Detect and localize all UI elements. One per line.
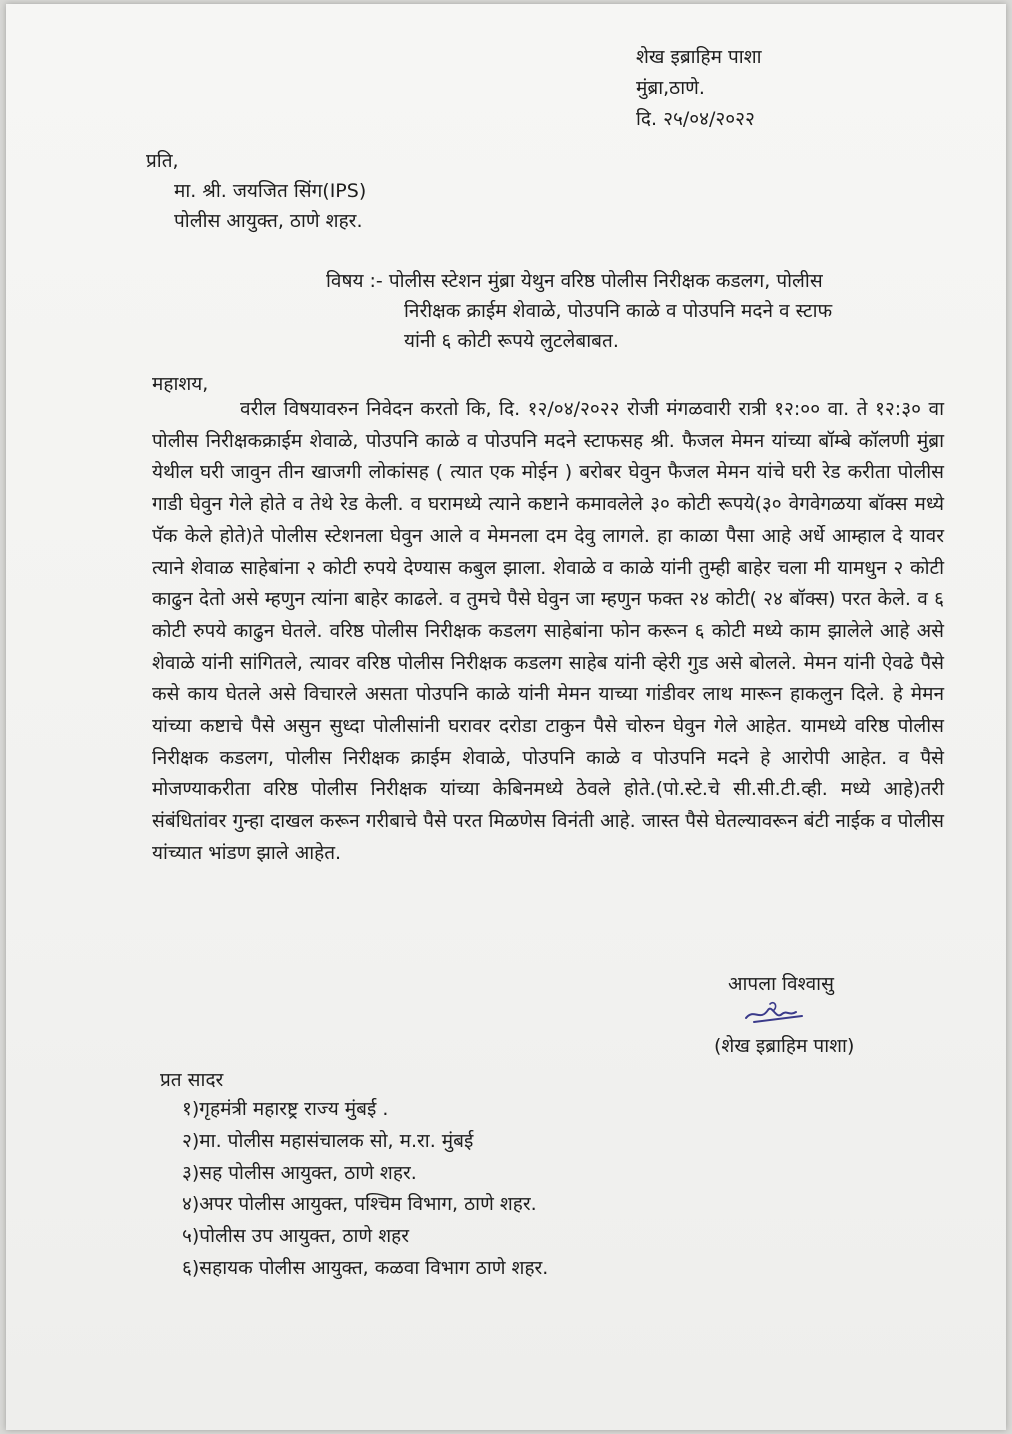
cc-list xyxy=(182,1094,548,1285)
list-item: ५)पोलीस उप आयुक्त, ठाणे शहर xyxy=(182,1225,409,1248)
subject-line-1: विषय :- पोलीस स्टेशन मुंब्रा येथुन वरिष्ठ पोलीस निरीक्षक कडलग, पोलीस xyxy=(326,270,823,292)
sender-place: मुंब्रा,ठाणे. xyxy=(636,77,705,99)
list-item: २)मा. पोलीस महासंचालक सो, म.रा. मुंबई xyxy=(182,1129,474,1152)
list-item: १)गृहमंत्री महारष्ट्र राज्य मुंबई . xyxy=(182,1098,389,1120)
subject-line-3: यांनी ६ कोटी रूपये लुटलेबाबत. xyxy=(404,330,619,352)
signatory-name: (शेख इब्राहिम पाशा) xyxy=(714,1035,855,1057)
recipient-prefix: प्रति, xyxy=(146,150,179,172)
closing-regards: आपला विश्वासु xyxy=(728,973,834,995)
recipient-designation: पोलीस आयुक्त, ठाणे शहर. xyxy=(174,210,363,232)
letter-date: दि. २५/०४/२०२२ xyxy=(636,108,755,130)
recipient-name: मा. श्री. जयजित सिंग(IPS) xyxy=(174,180,367,202)
letter-body: वरील विषयावरुन निवेदन करतो कि, दि. १२/०४/२०२२ रोजी मंगळवारी रात्री १२:०० वा. ते १२:३० वा पोलीस निरीक्षकक्राईम शेवाळे, पोउपनि काळे व पोउपनि मदने स्टाफसह श्री. फैजल मेमन यांच्या बॉम्बे कॉलणी मुंब्रा येथील घरी जावुन तीन खाजगी लोकांसह ( त्यात एक मोईन ) बरोबर घेवुन फैजल मेमन यांचे घरी रेड करीता पोलीस गाडी घेवुन गेले होते व तेथे रेड केली. व घरामध्ये त्याने कष्टाने कमावलेले ३० कोटी रूपये(३० वेगवेगळया बॉक्स मध्ये पॅक केले होते)ते पोलीस स्टेशनला घेवुन आले व मेमनला दम देवु लागले. हा काळा पैसा आहे अर्धे आम्हाल दे यावर त्याने शेवाळ साहेबांना २ कोटी रुपये देण्यास कबुल झाला. शेवाळे व काळे यांनी तुम्ही बाहेर चला मी यामधुन २ कोटी काढुन देतो असे म्हणुन त्यांना बाहेर काढले. व तुमचे पैसे घेवुन जा म्हणुन फक्त २४ कोटी( २४ बॉक्स) परत केले. व ६ कोटी रुपये काढुन घेतले. वरिष्ठ पोलीस निरीक्षक कडलग साहेबांना फोन करून ६ कोटी मध्ये काम झालेले आहे असे शेवाळे यांनी सांगितले, त्यावर वरिष्ठ पोलीस निरीक्षक कडलग साहेब यांनी व्हेरी गुड असे बोलले. मेमन यांनी ऐवढे पैसे कसे काय घेतले असे विचारले असता पोउपनि काळे यांनी मेमन याच्या गांडीवर लाथ मारून हाकलुन दिले. हे मेमन यांच्या कष्टाचे पैसे असुन सुध्दा पोलीसांनी घरावर दरोडा टाकुन पैसे चोरुन घेवुन गेले आहेत. यामध्ये वरिष्ठ पोलीस निरीक्षक कडलग, पोलीस निरीक्षक क्राईम शेवाळे, पोउपनि काळे व पोउपनि मदने हे आरोपी आहेत. व पैसे मोजण्याकरीता वरिष्ठ पोलीस निरीक्षक यांच्या केबिनमध्ये ठेवले होते.(पो.स्टे.चे सी.सी.टी.व्ही. मध्ये आहे)तरी संबंधितांवर गुन्हा दाखल करून गरीबाचे पैसे परत मिळणेस विनंती आहे. जास्त पैसे घेतल्यावरून बंटी नाईक व पोलीस यांच्यात भांडण झाले आहेत. xyxy=(152,398,944,864)
signature-mark xyxy=(740,996,810,1030)
list-item: ३)सह पोलीस आयुक्त, ठाणे शहर. xyxy=(182,1161,417,1184)
letter-page xyxy=(6,4,1006,1430)
sender-block xyxy=(636,42,762,135)
list-item: ४)अपर पोलीस आयुक्त, पश्चिम विभाग, ठाणे शहर. xyxy=(182,1193,537,1216)
sender-name: शेख इब्राहिम पाशा xyxy=(636,46,762,68)
recipient-block xyxy=(146,146,366,236)
cc-title: प्रत सादर xyxy=(160,1069,224,1091)
salutation: महाशय, xyxy=(152,373,209,395)
subject-line-2: निरीक्षक क्राईम शेवाळे, पोउपनि काळे व पोउपनि मदने व स्टाफ xyxy=(404,300,833,322)
subject-block xyxy=(326,266,832,356)
list-item: ६)सहायक पोलीस आयुक्त, कळवा विभाग ठाणे शहर. xyxy=(182,1256,549,1279)
